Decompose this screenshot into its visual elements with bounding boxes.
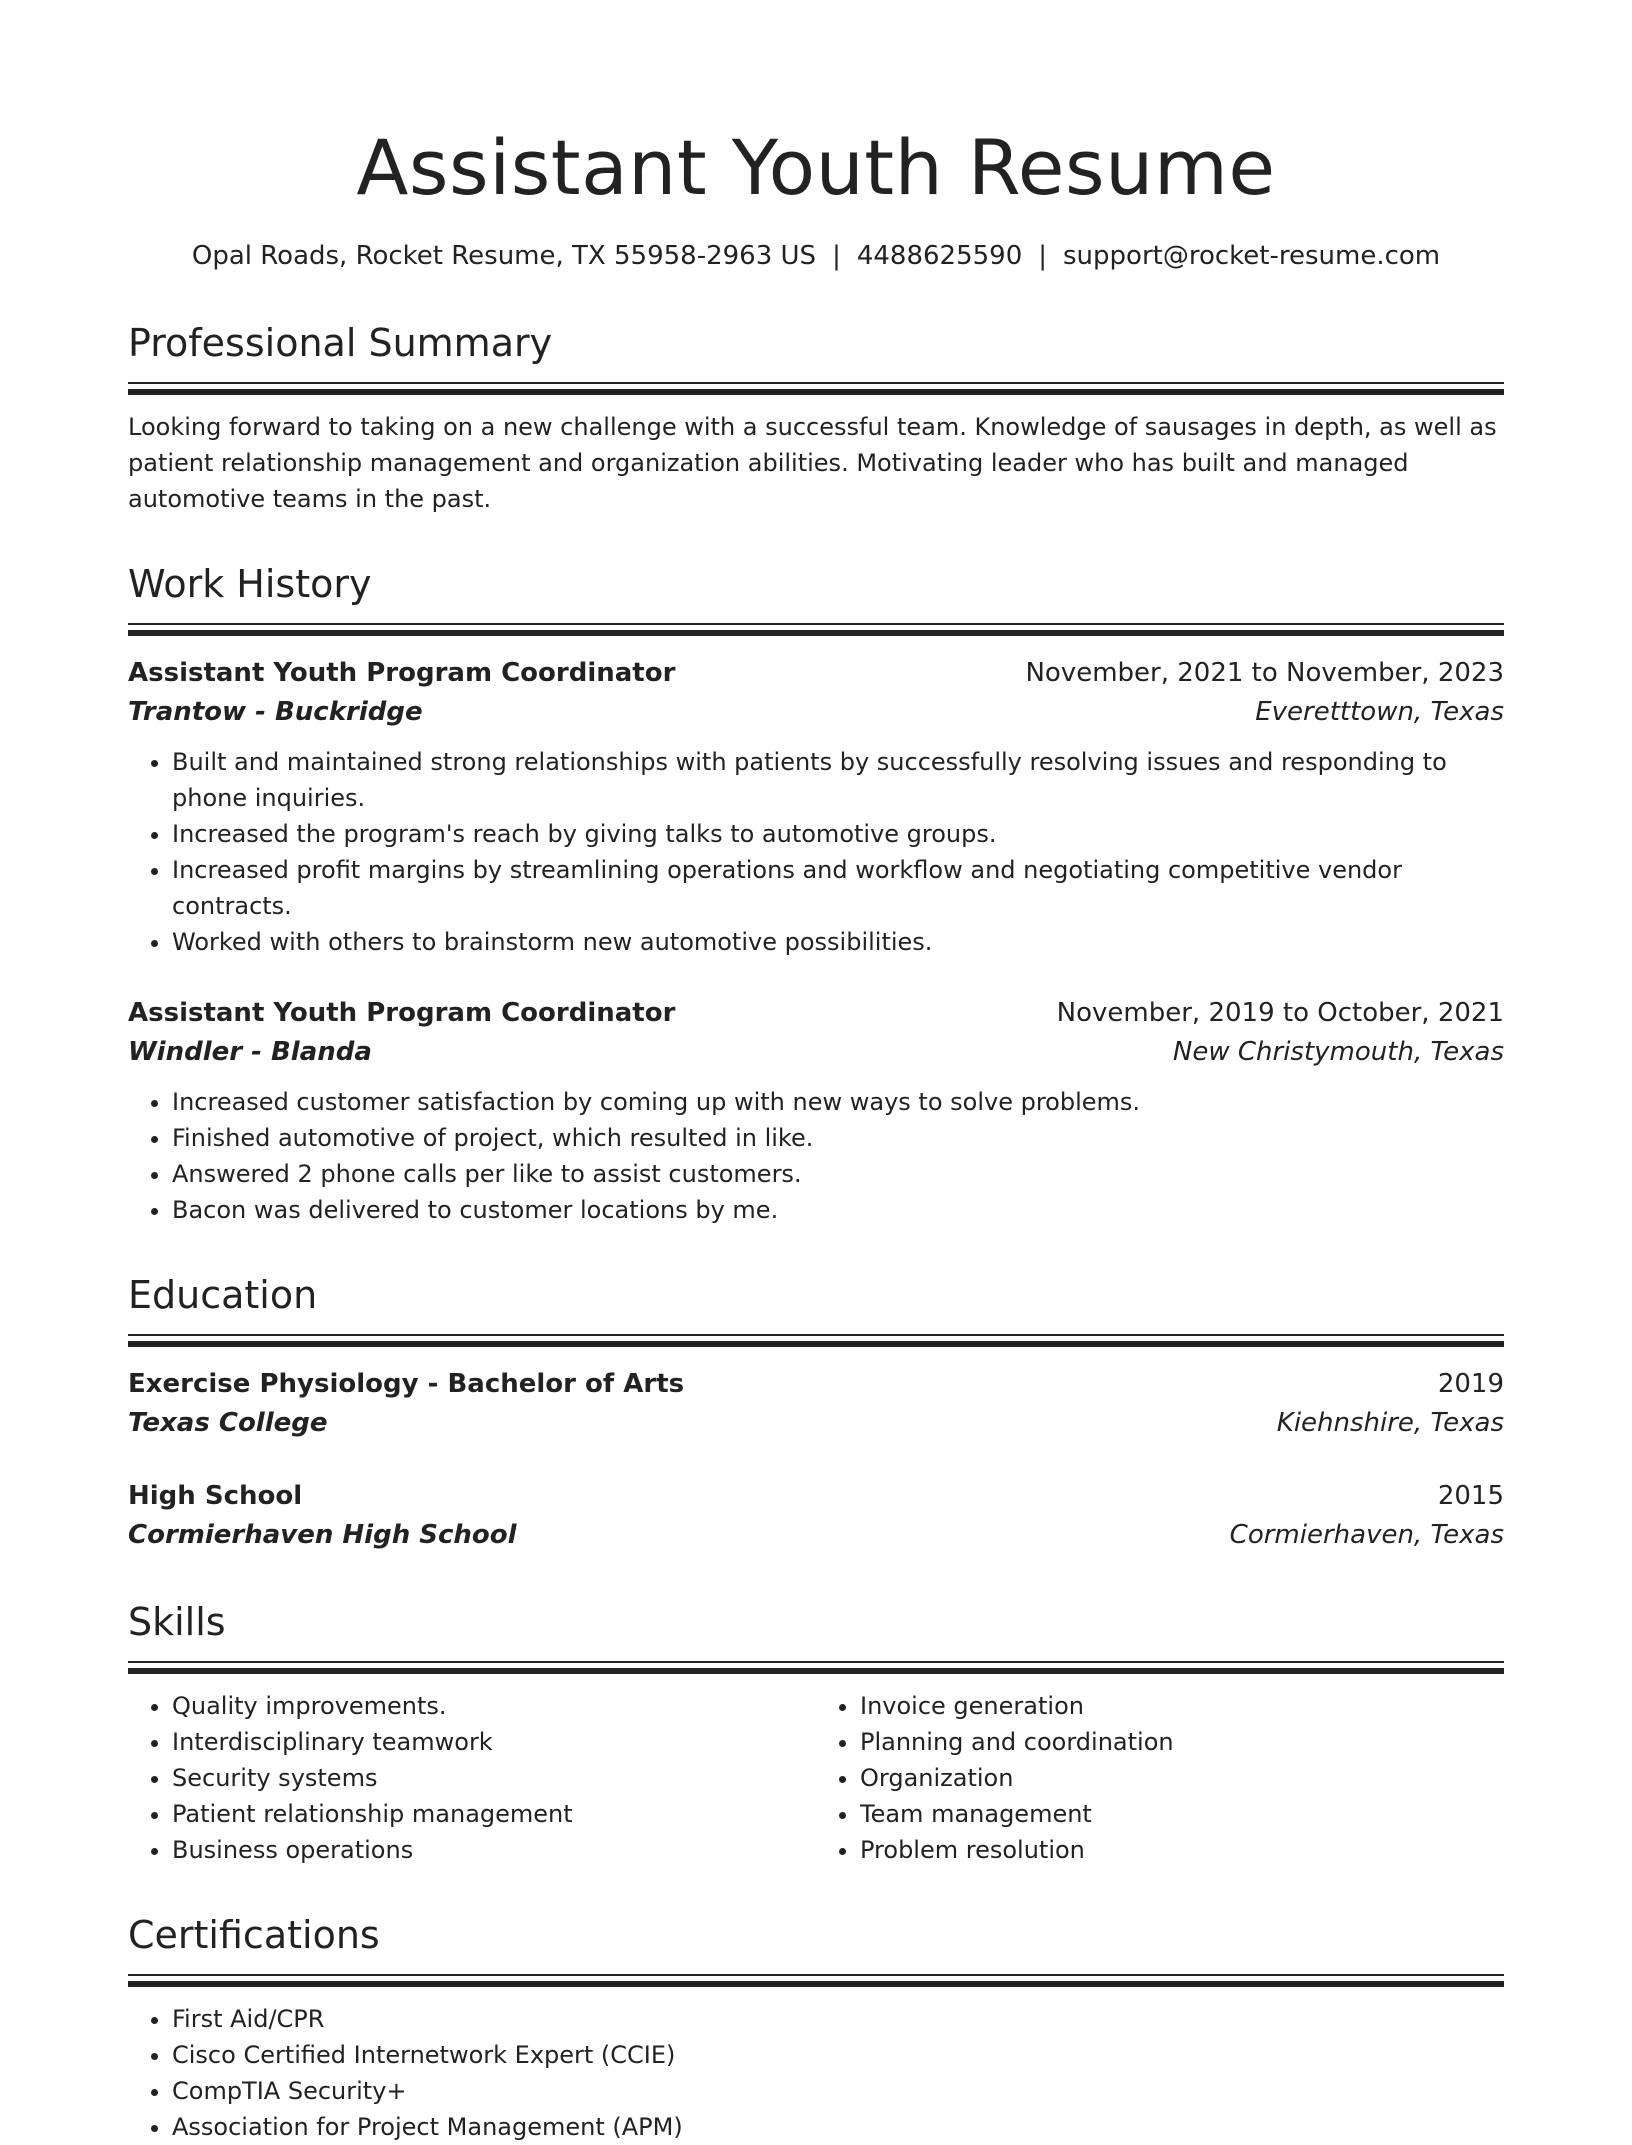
- job-location: New Christymouth, Texas: [1172, 1037, 1504, 1067]
- contact-separator: |: [1038, 241, 1048, 271]
- contact-address: Opal Roads, Rocket Resume, TX 55958-2963 US: [191, 241, 817, 271]
- list-item: • Built and maintained strong relationships with patients by successfully resolving issues and responding to phone inquiries.: [172, 744, 1504, 816]
- education-year: 2019: [1437, 1369, 1504, 1399]
- contact-separator: |: [832, 241, 841, 271]
- list-item: • Business operations: [172, 1832, 816, 1868]
- list-item: • Invoice generation: [860, 1688, 1504, 1724]
- contact-email: support@rocket-resume.com: [1063, 241, 1441, 271]
- education-header-row: [128, 1477, 1504, 1515]
- list-item: • Problem resolution: [860, 1832, 1504, 1868]
- education-header-row: [128, 1365, 1504, 1403]
- section-divider: [128, 623, 1504, 636]
- job-company: Trantow - Buckridge: [128, 697, 423, 727]
- job-header-row: [128, 654, 1504, 692]
- list-item: • Increased the program's reach by giving talks to automotive groups.: [172, 816, 1504, 852]
- list-item: • Bacon was delivered to customer locations by me.: [172, 1192, 1504, 1228]
- job-company-row: [128, 692, 1504, 732]
- education-school-row: [128, 1403, 1504, 1443]
- list-item: • Team management: [860, 1796, 1504, 1832]
- list-item: • Organization: [860, 1760, 1504, 1796]
- education-school-row: [128, 1515, 1504, 1555]
- list-item: • Increased profit margins by streamlining operations and workflow and negotiating competitive vendor contracts.: [172, 852, 1504, 924]
- skills-list-right: [816, 1688, 1504, 1868]
- job-title: Assistant Youth Program Coordinator: [128, 998, 676, 1028]
- education-entry: [128, 1477, 1504, 1555]
- list-item: • First Aid/CPR: [172, 2001, 1504, 2037]
- list-item: • Quality improvements.: [172, 1688, 816, 1724]
- job-company: Windler - Blanda: [128, 1037, 372, 1067]
- job-company-row: [128, 1032, 1504, 1072]
- job-location: Everetttown, Texas: [1255, 697, 1504, 727]
- education-year: 2015: [1437, 1481, 1504, 1511]
- section-divider: [128, 1334, 1504, 1347]
- section-heading-work: Work History: [128, 562, 372, 606]
- summary-text: Looking forward to taking on a new challenge with a successful team. Knowledge of sausages in depth, as well as patient relationship management and organization abilities. Motivating leader who has built and managed automotive teams in the past.: [128, 413, 1497, 513]
- job-header-row: [128, 994, 1504, 1032]
- job-dates: November, 2019 to October, 2021: [1056, 998, 1504, 1028]
- certifications-list: [128, 2001, 1504, 2145]
- job-title: Assistant Youth Program Coordinator: [128, 658, 676, 688]
- skills-list-left: [128, 1688, 816, 1868]
- list-item: • CompTIA Security+: [172, 2073, 1504, 2109]
- list-item: • Interdisciplinary teamwork: [172, 1724, 816, 1760]
- list-item: • Worked with others to brainstorm new automotive possibilities.: [172, 924, 1504, 960]
- section-heading-summary: Professional Summary: [128, 321, 553, 365]
- list-item: • Cisco Certified Internetwork Expert (CCIE): [172, 2037, 1504, 2073]
- section-divider: [128, 1661, 1504, 1674]
- list-item: • Association for Project Management (APM): [172, 2109, 1504, 2145]
- job-bullets: [128, 1084, 1504, 1228]
- education-degree: Exercise Physiology - Bachelor of Arts: [128, 1369, 685, 1399]
- education-school: Cormierhaven High School: [128, 1520, 517, 1550]
- list-item: • Patient relationship management: [172, 1796, 816, 1832]
- job-dates: November, 2021 to November, 2023: [1025, 658, 1504, 688]
- job-entry: [128, 994, 1504, 1228]
- contact-line: [128, 238, 1504, 274]
- list-item: • Planning and coordination: [860, 1724, 1504, 1760]
- contact-phone: 4488625590: [856, 241, 1023, 271]
- list-item: • Answered 2 phone calls per like to assist customers.: [172, 1156, 1504, 1192]
- education-school: Texas College: [128, 1408, 328, 1438]
- section-heading-education: Education: [128, 1273, 318, 1317]
- section-heading-skills: Skills: [128, 1600, 226, 1644]
- education-degree: High School: [128, 1481, 303, 1511]
- job-bullets: [128, 744, 1504, 960]
- section-divider: [128, 1974, 1504, 1987]
- resume-name: Assistant Youth Resume: [356, 123, 1276, 212]
- job-entry: [128, 654, 1504, 960]
- education-entry: [128, 1365, 1504, 1443]
- work-history-section: [128, 517, 1504, 1228]
- certifications-section: [128, 1868, 1504, 2145]
- section-heading-certifications: Certifications: [128, 1913, 380, 1957]
- summary-section: [128, 274, 1504, 517]
- list-item: • Finished automotive of project, which resulted in like.: [172, 1120, 1504, 1156]
- skills-section: [128, 1555, 1504, 1868]
- education-location: Kiehnshire, Texas: [1276, 1408, 1504, 1438]
- education-section: [128, 1228, 1504, 1555]
- list-item: • Increased customer satisfaction by coming up with new ways to solve problems.: [172, 1084, 1504, 1120]
- education-location: Cormierhaven, Texas: [1229, 1520, 1504, 1550]
- skills-columns: [128, 1688, 1504, 1868]
- list-item: • Security systems: [172, 1760, 816, 1796]
- section-divider: [128, 382, 1504, 395]
